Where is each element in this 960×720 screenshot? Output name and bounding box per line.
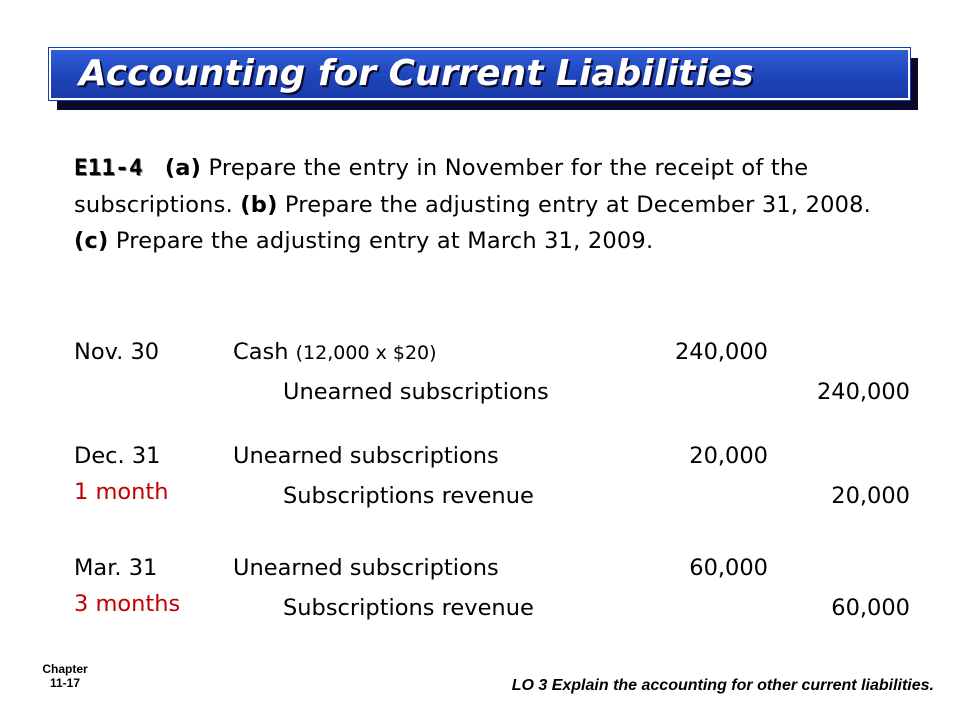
exercise-id: E11-4 [74, 155, 143, 181]
credit-amount: 240,000 [816, 379, 910, 405]
part-a-label: (a) [164, 155, 202, 181]
debit-amount: 20,000 [689, 443, 768, 469]
part-c-text: Prepare the adjusting entry at March 31, 2009. [108, 228, 654, 254]
entry-date: Mar. 31 [74, 555, 158, 581]
debit-account-name: Cash [233, 339, 289, 365]
credit-account: Unearned subscriptions [283, 379, 549, 405]
part-b-label: (b) [240, 191, 278, 218]
exercise-prompt [74, 150, 894, 260]
part-c-label: (c) [74, 228, 109, 254]
chapter-label-text: Chapter [42, 662, 88, 676]
chapter-number: 11-17 [49, 676, 81, 690]
credit-account: Subscriptions revenue [283, 595, 534, 621]
entry-date: Nov. 30 [74, 339, 160, 365]
credit-amount: 60,000 [831, 595, 910, 621]
debit-account: Unearned subscriptions [233, 443, 499, 469]
title-banner [49, 48, 910, 100]
debit-calculation: (12,000 x $20) [295, 342, 437, 364]
credit-amount: 20,000 [831, 483, 910, 509]
learning-objective: LO 3 Explain the accounting for other current liabilities. [511, 677, 934, 694]
chapter-label [30, 662, 100, 690]
entry-period-note: 1 month [74, 479, 169, 505]
part-b-text: Prepare the adjusting entry at December 31, 2008. [277, 191, 872, 218]
entry-date: Dec. 31 [74, 443, 161, 469]
entry-period-note: 3 months [74, 591, 181, 617]
debit-amount: 240,000 [674, 339, 768, 365]
part-a-text: Prepare the entry in November for the receipt of the subscriptions. [74, 155, 809, 218]
slide-title: Accounting for Current Liabilities [79, 53, 754, 94]
debit-account [233, 337, 437, 368]
debit-account: Unearned subscriptions [233, 555, 499, 581]
debit-amount: 60,000 [689, 555, 768, 581]
credit-account: Subscriptions revenue [283, 483, 534, 509]
